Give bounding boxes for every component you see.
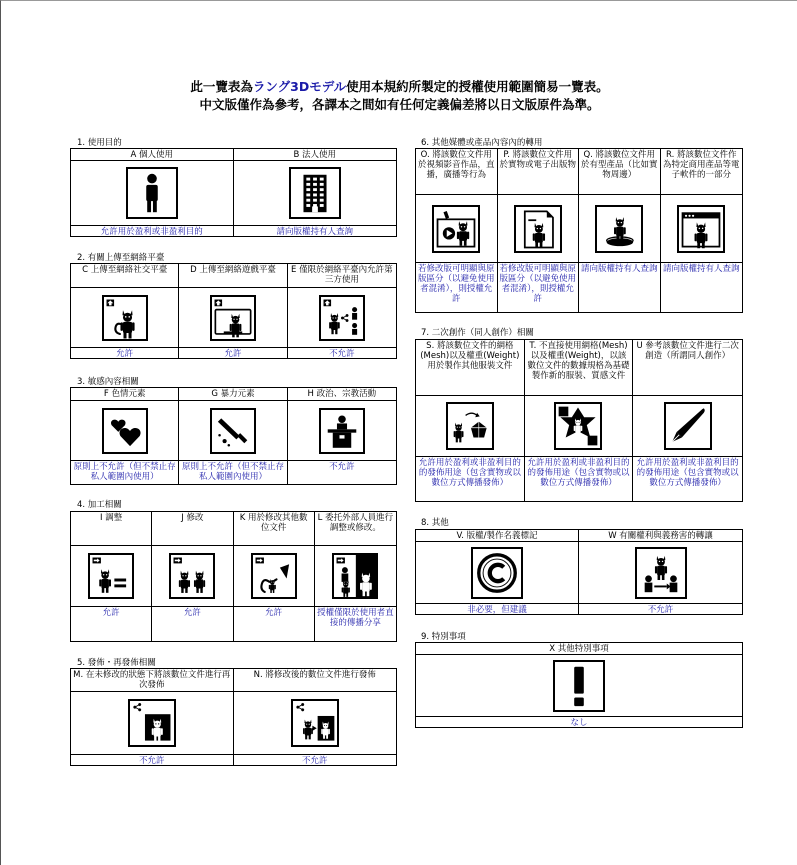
modify-icon [169,553,215,599]
permission-cell [525,340,634,501]
texture-icon [554,402,602,450]
software-icon [677,205,725,253]
permission-status: 請向版權持有人查詢 [579,262,660,312]
permission-cell [416,643,742,727]
permission-cell [633,340,742,501]
permission-cell [179,264,287,358]
section-title-s3: 3. 敏感內容相關 [77,377,139,387]
section-table-s5 [70,668,397,766]
permission-cell [234,669,397,765]
permission-status: 請向版權持有人查詢 [234,225,397,236]
share-third-party-icon [319,295,365,341]
permission-heading: P. 將該數位文件用於實物或電子出版物 [498,149,579,195]
outsource-icon [332,553,378,599]
section-table-s1 [70,148,397,237]
section-title-s1: 1. 使用目的 [77,138,122,148]
permission-status: 允許 [179,347,286,358]
permission-status: 若修改版可明顯與原版區分（以避免使用者混淆），則授權允許 [498,262,579,312]
permission-heading: F 色情元素 [71,388,178,401]
permission-cell [71,512,152,641]
permission-heading: Q. 將該數位文件用於有型產品（比如實物周邊） [579,149,660,195]
permission-status: 允許 [71,347,178,358]
permission-cell [498,149,580,312]
permission-heading: G 暴力元素 [179,388,286,401]
hearts-icon [102,408,148,454]
permission-heading: V. 版權/製作名義標記 [416,530,578,542]
permission-status: 原則上不允許（但不禁止存私人範圍內使用） [179,460,286,484]
permission-status: 允許用於盈利或非盈利目的的發佈用途（包含實物或以數位方式傳播發佈） [633,456,742,501]
section-title-s5: 5. 發佈・再發佈相關 [77,658,156,668]
section-table-s2 [70,263,397,359]
permission-heading: S. 將該數位文件的網格(Mesh)以及權重(Weight)用於製作其他服裝文件 [416,340,524,396]
permission-cell [416,149,498,312]
permission-heading: N. 將修改後的數位文件進行發佈 [234,669,397,692]
section-table-s8 [415,529,743,615]
upload-cat-icon [102,295,148,341]
permission-cell [71,669,234,765]
permission-heading: D 上傳至網絡遊戲平臺 [179,264,286,288]
permission-heading: O. 將該數位文件用於視頻影音作品，直播，廣播等行為 [416,149,497,195]
permission-cell [661,149,743,312]
title-suffix: 使用本規約所製定的授權使用範圍簡易一覽表。 [346,79,609,94]
section-title-s4: 4. 加工相關 [77,500,122,510]
permission-status: 不允許 [579,603,742,614]
permission-status: 非必要，但建議 [416,603,578,614]
permission-heading: M. 在未修改的狀態下將該數位文件進行再次發佈 [71,669,233,692]
permission-heading: H 政治、宗教活動 [288,388,396,401]
figure-icon [595,205,643,253]
permission-cell [288,264,396,358]
distribute-modified-icon [291,699,339,747]
permission-status: 不允許 [234,754,397,765]
person-icon [126,167,178,219]
page-title-line-1 [1,78,797,96]
permission-status: 原則上不允許（但不禁止存私人範圍內使用） [71,460,178,484]
permission-heading: E 僅限於網絡平臺內允許第三方使用 [288,264,396,288]
mesh-icon [446,402,494,450]
permission-heading: T. 不直接使用網格(Mesh)以及權重(Weight)，以該數位文件的數據規格為基礎製作新的服裝、質感文件 [525,340,633,396]
permission-heading: L 委托外部人員進行調整或修改。 [315,512,396,546]
permission-heading: I 調整 [71,512,151,546]
section-table-s6 [415,148,743,313]
section-title-s8: 8. 其他 [421,518,449,528]
permission-status: 若修改版可明顯與原版區分（以避免使用者混淆），則授權允許 [416,262,497,312]
permission-cell [179,388,287,484]
permission-status: 不允許 [288,460,396,484]
video-icon [432,205,480,253]
transfer-icon [635,547,687,599]
permission-heading: W 有關權利與義務害的轉讓 [579,530,742,542]
permission-status: 允許用於盈利或非盈利目的的發佈用途（包含實物或以數位方式傳播發佈） [416,456,524,501]
permission-status: 允許 [71,606,151,641]
building-icon [289,167,341,219]
permission-status: なし [416,716,742,727]
permission-cell [416,340,525,501]
section-table-s3 [70,387,397,485]
section-title-s9: 9. 特別事項 [421,632,466,642]
permission-cell [152,512,233,641]
permission-heading: R. 將該數位文件作為特定商用產品等電子軟件的一部分 [661,149,743,195]
permission-cell [234,149,397,236]
title-prefix: 此一覽表為 [190,79,253,94]
permission-heading: J 修改 [152,512,232,546]
permission-cell [71,388,179,484]
permission-heading: A 個人使用 [71,149,233,161]
permission-cell [71,149,234,236]
section-title-s2: 2. 有關上傳至網絡平臺 [77,253,165,263]
modify-other-icon [251,553,297,599]
permission-cell [579,530,742,614]
permission-heading: X 其他特別事項 [416,643,742,655]
permission-heading: U 參考該數位文件進行二次創造（所謂同人創作） [633,340,742,396]
permission-cell [579,149,661,312]
permission-heading: K 用於修改其他數位文件 [234,512,314,546]
permission-status: 不允許 [288,347,396,358]
pen-icon [664,402,712,450]
permission-heading: C 上傳至網絡社交平臺 [71,264,178,288]
permission-cell [315,512,396,641]
permission-status: 不允許 [71,754,233,765]
copyright-icon [471,547,523,599]
permission-status: 授權僅限於使用者直接的傳播分享 [315,606,396,641]
section-table-s9 [415,642,743,728]
podium-icon [319,408,365,454]
publication-icon [514,205,562,253]
redistribute-icon [128,699,176,747]
title-highlight: ラング3Dモデル [252,79,347,94]
permission-status: 允許 [234,606,314,641]
section-title-s7: 7. 二次創作（同人創作）相關 [421,328,534,338]
permission-status: 允許用於盈利或非盈利目的的發佈用途（包含實物或以數位方式傳播發佈） [525,456,633,501]
permission-status: 允許用於盈利或非盈利目的 [71,225,233,236]
upload-game-icon [210,295,256,341]
permission-heading: B 法人使用 [234,149,397,161]
knife-icon [210,408,256,454]
section-title-s6: 6. 其他媒體或產品內容內的轉用 [421,138,543,148]
permission-status: 允許 [152,606,232,641]
adjust-icon [88,553,134,599]
section-table-s7 [415,339,743,502]
permission-status: 請向版權持有人查詢 [661,262,743,312]
section-table-s4 [70,511,397,642]
permission-cell [288,388,396,484]
permission-cell [416,530,579,614]
page-title-line-2: 中文版僅作為參考，各譯本之間如有任何定義偏差將以日文版原件為準。 [199,97,600,112]
exclamation-icon [553,660,605,712]
permission-cell [234,512,315,641]
permission-cell [71,264,179,358]
